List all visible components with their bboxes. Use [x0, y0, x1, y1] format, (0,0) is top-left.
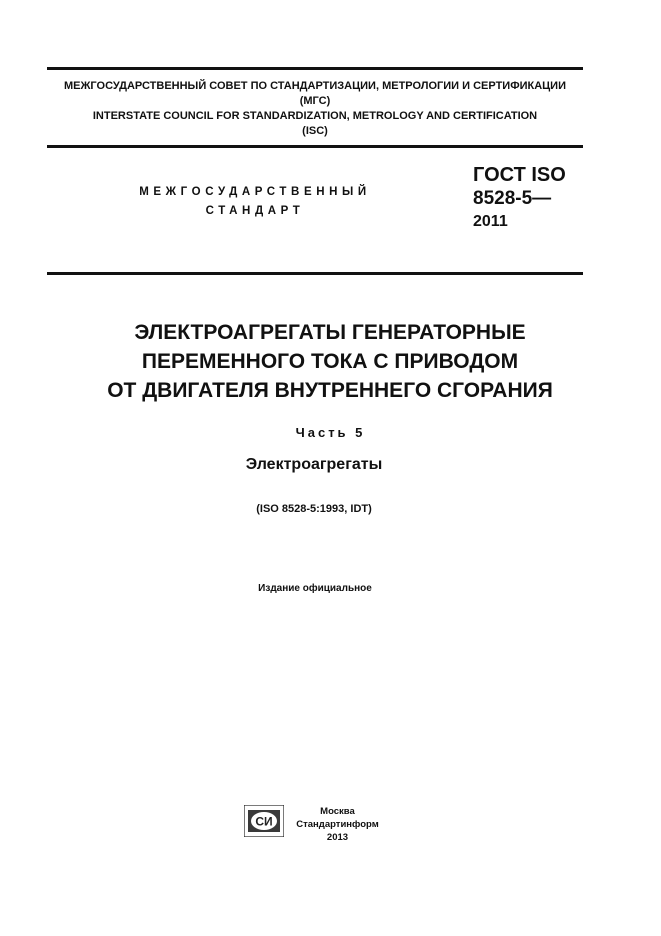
council-header: [47, 79, 583, 139]
standartinform-logo-icon: [244, 805, 284, 837]
standard-type-line1: МЕЖГОСУДАРСТВЕННЫЙ: [139, 186, 371, 198]
title-line2: ПЕРЕМЕННОГО ТОКА С ПРИВОДОМ: [141, 350, 519, 373]
top-rule: [47, 67, 583, 70]
edition-note: Издание официальное: [258, 583, 372, 594]
council-abbr-ru: (МГС): [299, 95, 331, 107]
iso-reference: (ISO 8528-5:1993, IDT): [256, 503, 372, 515]
standard-type: [120, 183, 390, 221]
header-rule: [47, 145, 583, 148]
document-title: [40, 318, 620, 405]
standard-designation: [473, 164, 566, 233]
svg-text:СИ: СИ: [255, 814, 273, 829]
designation-line1: ГОСТ ISO: [473, 164, 566, 186]
publisher-city: Москва: [320, 806, 355, 817]
part-title: Электроагрегаты: [245, 456, 383, 473]
title-line1: ЭЛЕКТРОАГРЕГАТЫ ГЕНЕРАТОРНЫЕ: [134, 321, 526, 344]
publication-year: 2013: [326, 832, 349, 843]
title-line3: ОТ ДВИГАТЕЛЯ ВНУТРЕННЕГО СГОРАНИЯ: [107, 379, 553, 402]
council-name-ru: МЕЖГОСУДАРСТВЕННЫЙ СОВЕТ ПО СТАНДАРТИЗАЦИИ, МЕТРОЛОГИИ И СЕРТИФИКАЦИИ: [63, 80, 566, 92]
council-name-en: INTERSTATE COUNCIL FOR STANDARDIZATION, METROLOGY AND CERTIFICATION: [92, 110, 538, 122]
council-abbr-en: (ISC): [302, 125, 328, 137]
publisher-name: Стандартинформ: [296, 819, 379, 830]
part-number: Часть 5: [295, 425, 366, 440]
designation-line3: 2011: [473, 213, 508, 230]
publisher-block: [290, 805, 385, 844]
standard-type-line2: СТАНДАРТ: [205, 205, 305, 217]
designation-line2: 8528-5—: [473, 188, 552, 209]
title-rule: [47, 272, 583, 275]
